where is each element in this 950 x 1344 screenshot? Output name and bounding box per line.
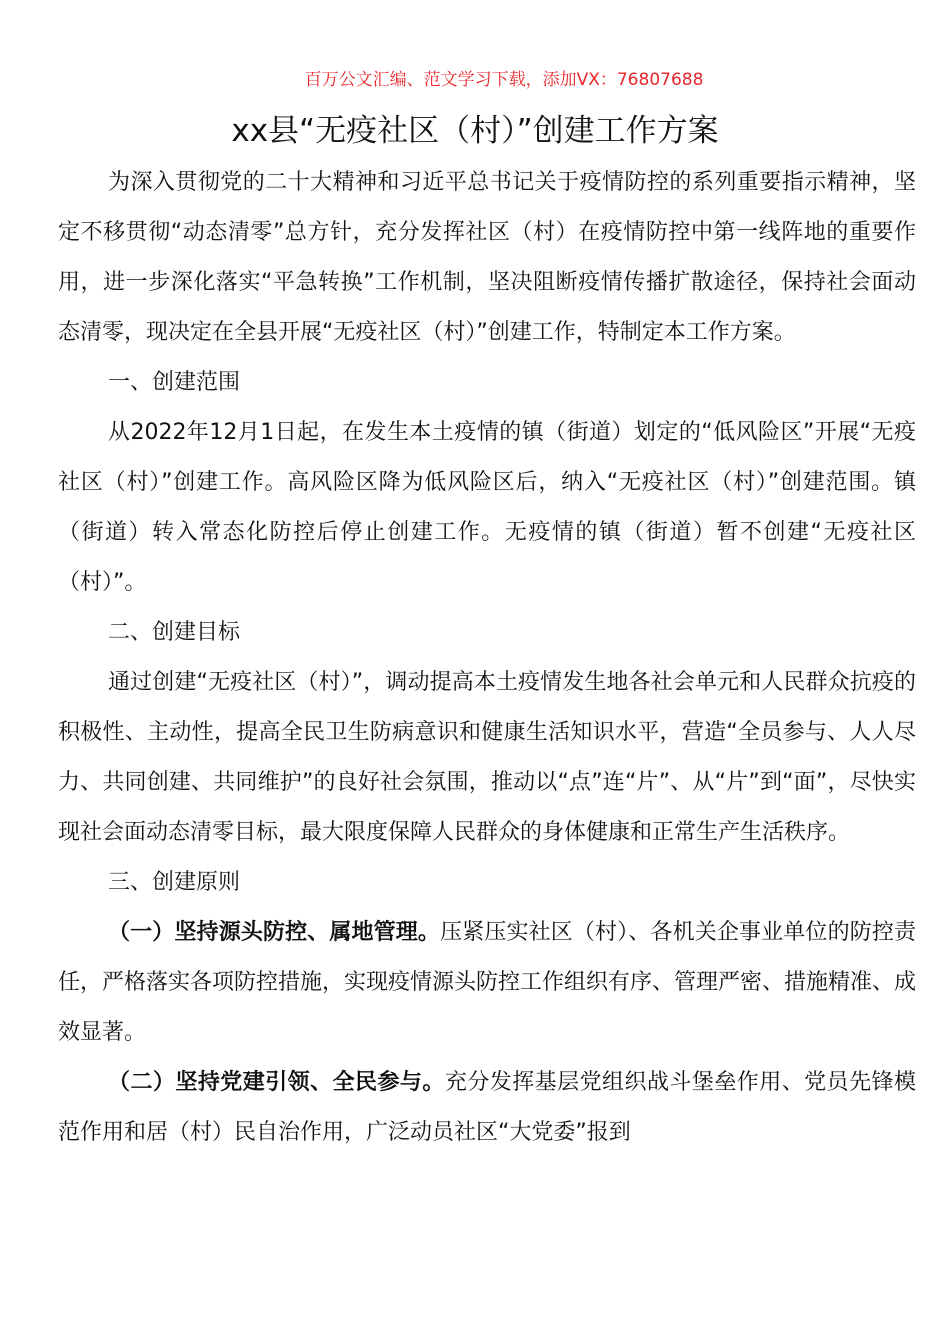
- principle-1-text: 压紧压实社区（村）、各机关企事业单位的防控责任，严格落实各项防控措施，实现疫情源头防控工作组织有序、管理严密、措施精准、成效显著。: [58, 920, 917, 1045]
- scope-paragraph: 从2022年12月1日起，在发生本土疫情的镇（街道）划定的“低风险区”开展“无疫社区（村）”创建工作。高风险区降为低风险区后，纳入“无疫社区（村）”创建范围。镇（街道）转入常态化防控后停止创建工作。无疫情的镇（街道）暂不创建“无疫社区（村）”。: [58, 420, 916, 595]
- principle-1-title: （一）坚持源头防控、属地管理。: [108, 920, 441, 945]
- principle-paragraph-1: [58, 908, 916, 1058]
- section-heading-principles: 三、创建原则: [108, 870, 241, 895]
- section-heading-goals: 二、创建目标: [108, 620, 241, 645]
- document-title: xx县“无疫社区（村）”创建工作方案: [231, 113, 719, 149]
- intro-paragraph: 为深入贯彻党的二十大精神和习近平总书记关于疫情防控的系列重要指示精神，坚定不移贯彻“动态清零”总方针，充分发挥社区（村）在疫情防控中第一线阵地的重要作用，进一步深化落实“平急转换”工作机制，坚决阻断疫情传播扩散途径，保持社会面动态清零，现决定在全县开展“无疫社区（村）”创建工作，特制定本工作方案。: [58, 170, 916, 345]
- section-heading-scope: 一、创建范围: [108, 370, 241, 395]
- goals-paragraph: 通过创建“无疫社区（村）”，调动提高本土疫情发生地各社会单元和人民群众抗疫的积极性、主动性，提高全民卫生防病意识和健康生活知识水平，营造“全员参与、人人尽力、共同创建、共同维护”的良好社会氛围，推动以“点”连“片”、从“片”到“面”，尽快实现社会面动态清零目标，最大限度保障人民群众的身体健康和正常生产生活秩序。: [58, 670, 916, 845]
- document-body: [58, 158, 916, 1158]
- principle-2-title: （二）坚持党建引领、全民参与。: [108, 1070, 445, 1095]
- principle-paragraph-2: [58, 1058, 916, 1158]
- principle-2-text: 充分发挥基层党组织战斗堡垒作用、党员先锋模范作用和居（村）民自治作用，广泛动员社区“大党委”报到: [58, 1070, 916, 1145]
- watermark-banner: 百万公文汇编、范文学习下载，添加VX：76807688: [304, 70, 704, 90]
